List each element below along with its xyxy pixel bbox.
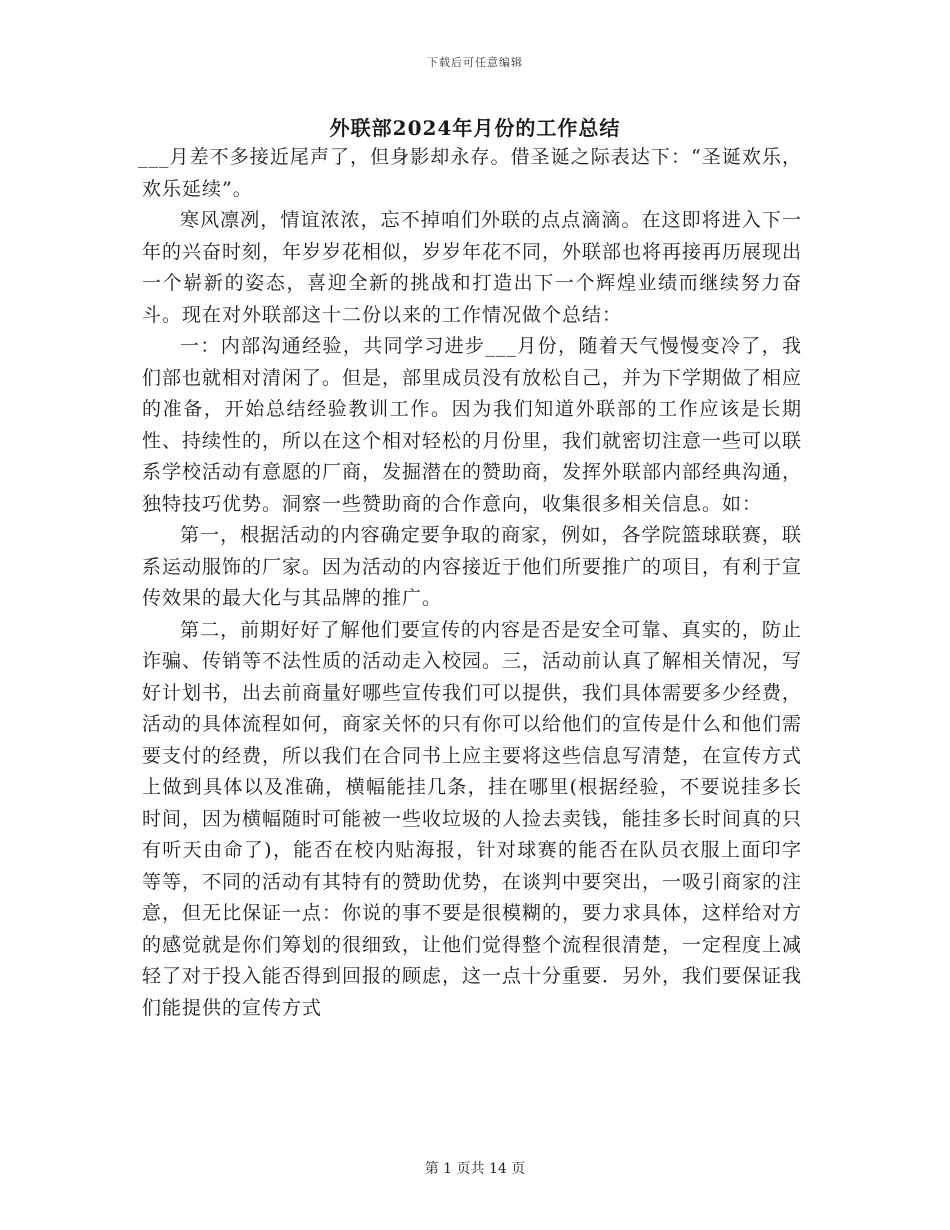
header-note: 下载后可任意编辑: [427, 56, 523, 69]
page-number-footer: 第 1 页共 14 页: [424, 1161, 526, 1177]
document-body: [138, 142, 803, 1024]
paragraph-section-one: 一：内部沟通经验，共同学习进步___月份，随着天气慢慢变冷了，我们部也就相对清闲了。但是，部里成员没有放松自己，并为下学期做了相应的准备，开始总结经验教训工作。因为我们知道外联部的工作应该是长期性、持续性的，所以在这个相对轻松的月份里，我们就密切注意一些可以联系学校活动有意愿的厂商，发掘潜在的赞助商，发挥外联部内部经典沟通，独特技巧优势。洞察一些赞助商的合作意向，收集很多相关信息。如：: [142, 335, 803, 515]
paragraph-point-two: 第二，前期好好了解他们要宣传的内容是否是安全可靠、真实的，防止诈骗、传销等不法性质的活动走入校园。三，活动前认真了解相关情况，写好计划书，出去前商量好哪些宣传我们可以提供，我们具体需要多少经费，活动的具体流程如何，商家关怀的只有你可以给他们的宣传是什么和他们需要支付的经费，所以我们在合同书上应主要将这些信息写清楚，在宣传方式上做到具体以及准确，横幅能挂几条，挂在哪里(根据经验，不要说挂多长时间，因为横幅随时可能被一些收垃圾的人捡去卖钱，能挂多长时间真的只有听天由命了)，能否在校内贴海报，针对球赛的能否在队员衣服上面印字等等，不同的活动有其特有的赞助优势，在谈判中要突出，一吸引商家的注意，但无比保证一点：你说的事不要是很模糊的，要力求具体，这样给对方的感觉就是你们筹划的很细致，让他们觉得整个流程很清楚，一定程度上减轻了对于投入能否得到回报的顾虑，这一点十分重要．另外，我们要保证我们能提供的宣传方式: [142, 618, 803, 1019]
paragraph-point-one: 第一，根据活动的内容确定要争取的商家，例如，各学院篮球联赛，联系运动服饰的厂家。因为活动的内容接近于他们所要推广的项目，有利于宣传效果的最大化与其品牌的推广。: [142, 524, 803, 609]
document-title: 外联部2024年月份的工作总结: [329, 116, 621, 140]
paragraph-intro: 寒风凛冽，情谊浓浓，忘不掉咱们外联的点点滴滴。在这即将进入下一年的兴奋时刻，年岁岁花相似，岁岁年花不同，外联部也将再接再历展现出一个崭新的姿态，喜迎全新的挑战和打造出下一个辉煌业绩而继续努力奋斗。现在对外联部这十二份以来的工作情况做个总结：: [142, 209, 803, 326]
paragraph-greeting: ___月差不多接近尾声了，但身影却永存。借圣诞之际表达下：“圣诞欢乐，欢乐延续”。: [138, 146, 802, 200]
